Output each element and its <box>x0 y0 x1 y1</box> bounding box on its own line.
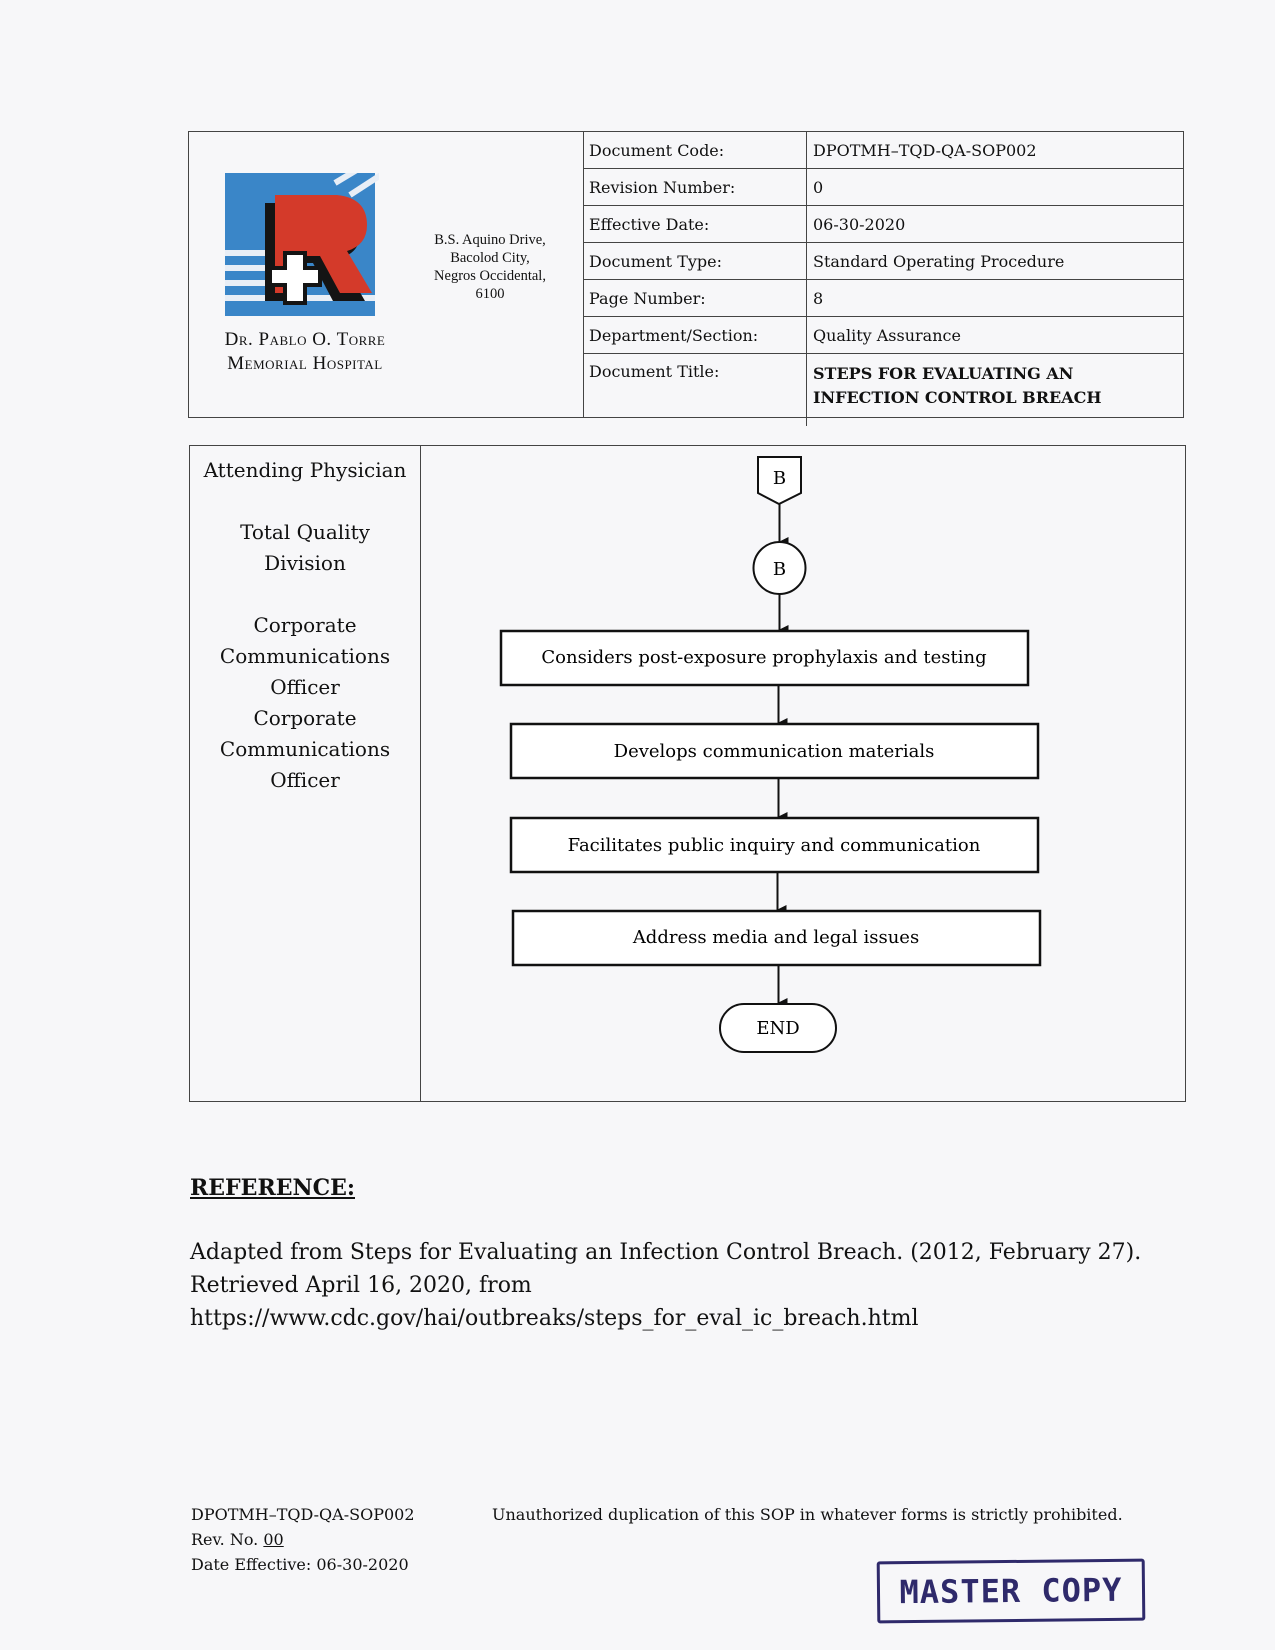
onpage-connector-label: B <box>772 559 787 580</box>
footer-document-info <box>191 1502 415 1577</box>
info-label: Revision Number: <box>583 169 807 206</box>
footer-rev-value: 00 <box>263 1530 284 1549</box>
reference-heading: REFERENCE: <box>190 1175 355 1201</box>
footer-notice: Unauthorized duplication of this SOP in whatever forms is strictly prohibited. <box>492 1505 1123 1524</box>
hospital-address <box>415 231 565 303</box>
info-value-title <box>807 354 1184 427</box>
reference-text <box>190 1236 1150 1335</box>
master-copy-stamp: MASTER COPY <box>877 1559 1146 1624</box>
info-label: Department/Section: <box>583 317 807 354</box>
reference-line: Retrieved April 16, 2020, from <box>190 1273 532 1298</box>
end-terminator-label: END <box>756 1018 800 1039</box>
info-row-document-type <box>583 243 1183 280</box>
role-line: Division <box>264 551 346 575</box>
info-row-department <box>583 317 1183 354</box>
document-info-table <box>583 132 1183 426</box>
info-value: 0 <box>807 169 1184 206</box>
process-step-label: Address media and legal issues <box>632 927 920 948</box>
reference-url: https://www.cdc.gov/hai/outbreaks/steps_for_eval_ic_breach.html <box>190 1306 919 1331</box>
address-line: Negros Occidental, <box>434 268 546 284</box>
info-value: 8 <box>807 280 1184 317</box>
info-label: Document Title: <box>583 354 807 427</box>
address-line: Bacolod City, <box>450 250 530 266</box>
role-line: Communications <box>219 644 391 668</box>
footer-date-label: Date Effective: <box>191 1555 312 1574</box>
title-line: INFECTION CONTROL BREACH <box>813 388 1102 407</box>
address-line: B.S. Aquino Drive, <box>434 232 546 248</box>
title-line: STEPS FOR EVALUATING AN <box>813 364 1074 383</box>
process-step-label: Develops communication materials <box>613 741 935 762</box>
role-line: Total Quality <box>240 520 370 544</box>
info-row-document-code <box>583 132 1183 169</box>
hospital-logo-block <box>189 132 584 417</box>
footer-doc-code: DPOTMH–TQD-QA-SOP002 <box>191 1505 415 1524</box>
info-row-revision <box>583 169 1183 206</box>
role-attending-physician: Attending Physician <box>203 458 407 482</box>
hospital-logo <box>225 173 379 323</box>
info-value: Standard Operating Procedure <box>807 243 1184 280</box>
footer-revision <box>191 1527 415 1552</box>
hospital-name-line2: Memorial Hospital <box>227 353 383 374</box>
footer-date-value: 06-30-2020 <box>316 1555 409 1574</box>
flowchart-section <box>189 445 1186 1102</box>
process-step-label: Facilitates public inquiry and communication <box>567 835 981 856</box>
footer-rev-label: Rev. No. <box>191 1530 259 1549</box>
hospital-name <box>201 328 409 376</box>
role-line: Officer <box>270 768 340 792</box>
offpage-connector-label: B <box>772 468 787 489</box>
role-line: Corporate <box>253 613 357 637</box>
footer-date <box>191 1552 415 1577</box>
hospital-name-line1: Dr. Pablo O. Torre <box>224 329 386 350</box>
info-value: DPOTMH–TQD-QA-SOP002 <box>807 132 1184 169</box>
role-line: Communications <box>219 737 391 761</box>
reference-line: Adapted from Steps for Evaluating an Infection Control Breach. (2012, February 27). <box>190 1240 1142 1265</box>
info-value: 06-30-2020 <box>807 206 1184 243</box>
flow-diagram <box>190 446 1185 1101</box>
info-label: Page Number: <box>583 280 807 317</box>
address-line: 6100 <box>475 286 505 302</box>
info-label: Effective Date: <box>583 206 807 243</box>
info-row-effective-date <box>583 206 1183 243</box>
document-header <box>188 131 1184 418</box>
info-row-page-number <box>583 280 1183 317</box>
info-label: Document Type: <box>583 243 807 280</box>
info-label: Document Code: <box>583 132 807 169</box>
role-line: Officer <box>270 675 340 699</box>
role-line: Corporate <box>253 706 357 730</box>
info-row-document-title <box>583 354 1183 427</box>
process-step-label: Considers post-exposure prophylaxis and testing <box>541 647 987 668</box>
info-value: Quality Assurance <box>807 317 1184 354</box>
